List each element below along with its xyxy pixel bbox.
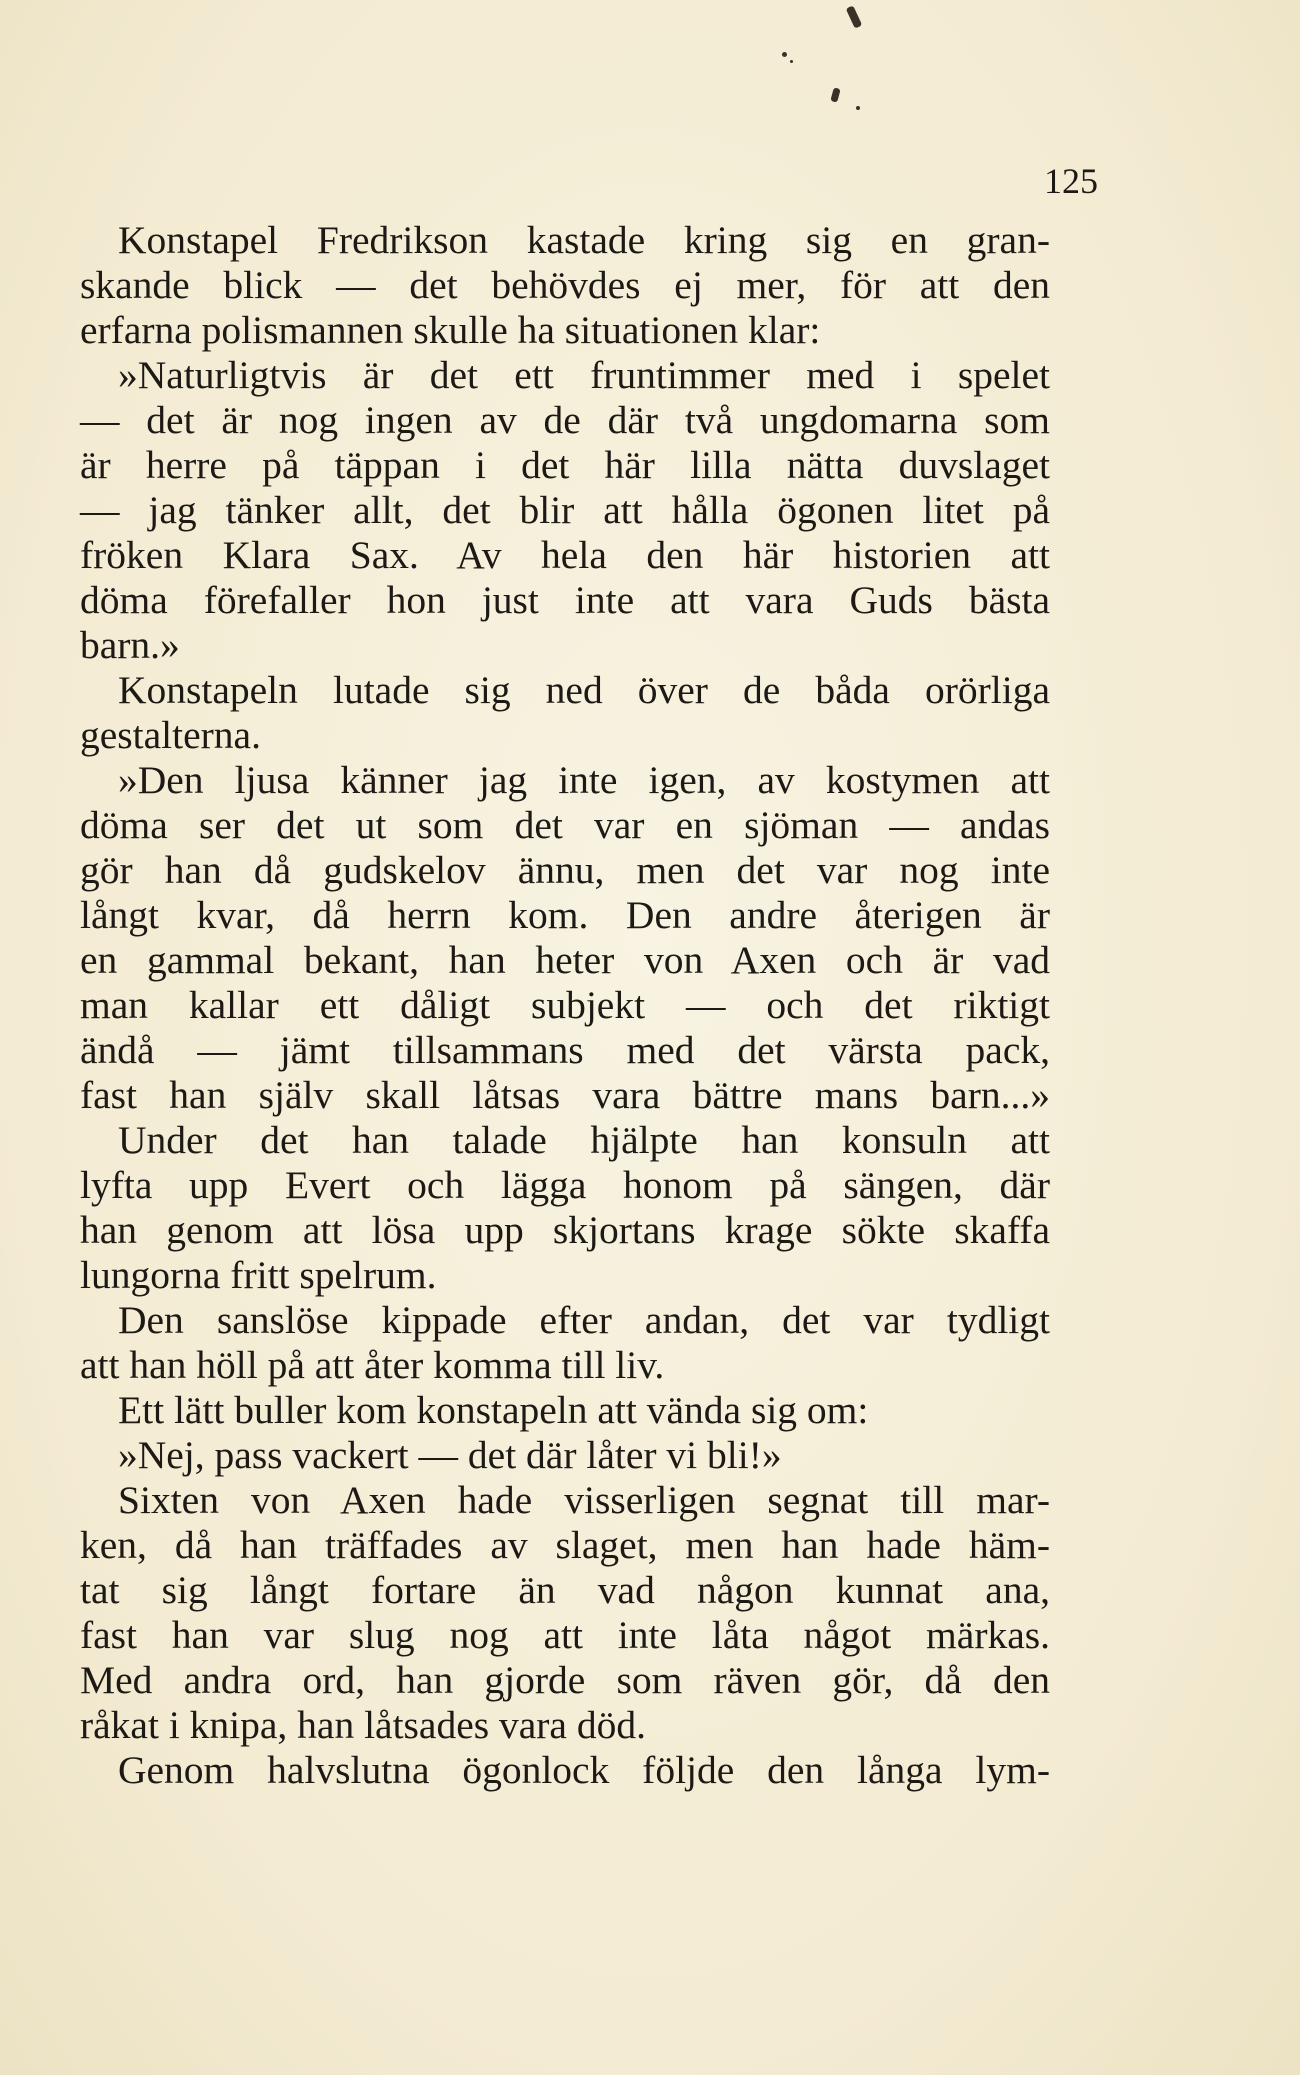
ink-speck bbox=[830, 87, 840, 102]
text-line: gör han då gudskelov ännu, men det var nog inte bbox=[80, 848, 1050, 892]
text-line: fröken Klara Sax. Av hela den här historien att bbox=[80, 533, 1050, 577]
text-line: »Nej, pass vackert — det där låter vi bli!» bbox=[118, 1433, 782, 1477]
text-line: barn.» bbox=[80, 623, 180, 667]
text-line: Genom halvslutna ögonlock följde den långa lym- bbox=[118, 1748, 1050, 1792]
text-line: Med andra ord, han gjorde som räven gör, då den bbox=[80, 1658, 1050, 1702]
text-line: döma förefaller hon just inte att vara Guds bästa bbox=[80, 578, 1050, 622]
text-line: »Naturligtvis är det ett fruntimmer med i spelet bbox=[118, 353, 1050, 397]
text-line: råkat i knipa, han låtsades vara död. bbox=[80, 1703, 646, 1747]
text-line: lyfta upp Evert och lägga honom på sängen, där bbox=[80, 1163, 1050, 1207]
text-line: Konstapel Fredrikson kastade kring sig en gran- bbox=[118, 218, 1050, 262]
text-line: »Den ljusa känner jag inte igen, av kostymen att bbox=[118, 758, 1050, 802]
text-line: att han höll på att åter komma till liv. bbox=[80, 1343, 665, 1387]
ink-speck bbox=[846, 5, 863, 28]
text-line: erfarna polismannen skulle ha situationen klar: bbox=[80, 308, 821, 352]
text-line: en gammal bekant, han heter von Axen och är vad bbox=[80, 938, 1050, 982]
text-line: — det är nog ingen av de där två ungdomarna som bbox=[80, 398, 1050, 442]
text-line: ken, då han träffades av slaget, men han hade häm- bbox=[80, 1523, 1050, 1567]
text-line: Under det han talade hjälpte han konsuln att bbox=[118, 1118, 1050, 1162]
text-line: är herre på täppan i det här lilla nätta duvslaget bbox=[80, 443, 1050, 487]
page-number: 125 bbox=[1044, 161, 1098, 201]
text-line: skande blick — det behövdes ej mer, för att den bbox=[80, 263, 1050, 307]
text-line: Sixten von Axen hade visserligen segnat till mar- bbox=[118, 1478, 1050, 1522]
text-line: fast han var slug nog att inte låta något märkas. bbox=[80, 1613, 1050, 1657]
text-line: Konstapeln lutade sig ned över de båda orörliga bbox=[118, 668, 1050, 712]
body-text bbox=[80, 218, 1050, 1793]
ink-speck bbox=[782, 52, 787, 57]
text-line: gestalterna. bbox=[80, 713, 261, 757]
text-line: Den sanslöse kippade efter andan, det var tydligt bbox=[118, 1298, 1050, 1342]
text-line: man kallar ett dåligt subjekt — och det riktigt bbox=[80, 983, 1050, 1027]
text-line: döma ser det ut som det var en sjöman — andas bbox=[80, 803, 1050, 847]
text-line: han genom att lösa upp skjortans krage sökte skaffa bbox=[80, 1208, 1050, 1252]
text-line: Ett lätt buller kom konstapeln att vända sig om: bbox=[118, 1388, 869, 1432]
text-line: tat sig långt fortare än vad någon kunnat ana, bbox=[80, 1568, 1050, 1612]
text-line: lungorna fritt spelrum. bbox=[80, 1253, 437, 1297]
ink-speck bbox=[790, 60, 793, 63]
ink-speck bbox=[856, 106, 860, 110]
text-line: ändå — jämt tillsammans med det värsta pack, bbox=[80, 1028, 1050, 1072]
text-line: fast han själv skall låtsas vara bättre mans barn...» bbox=[80, 1073, 1050, 1117]
text-line: — jag tänker allt, det blir att hålla ögonen litet på bbox=[80, 488, 1050, 532]
text-line: långt kvar, då herrn kom. Den andre återigen är bbox=[80, 893, 1050, 937]
